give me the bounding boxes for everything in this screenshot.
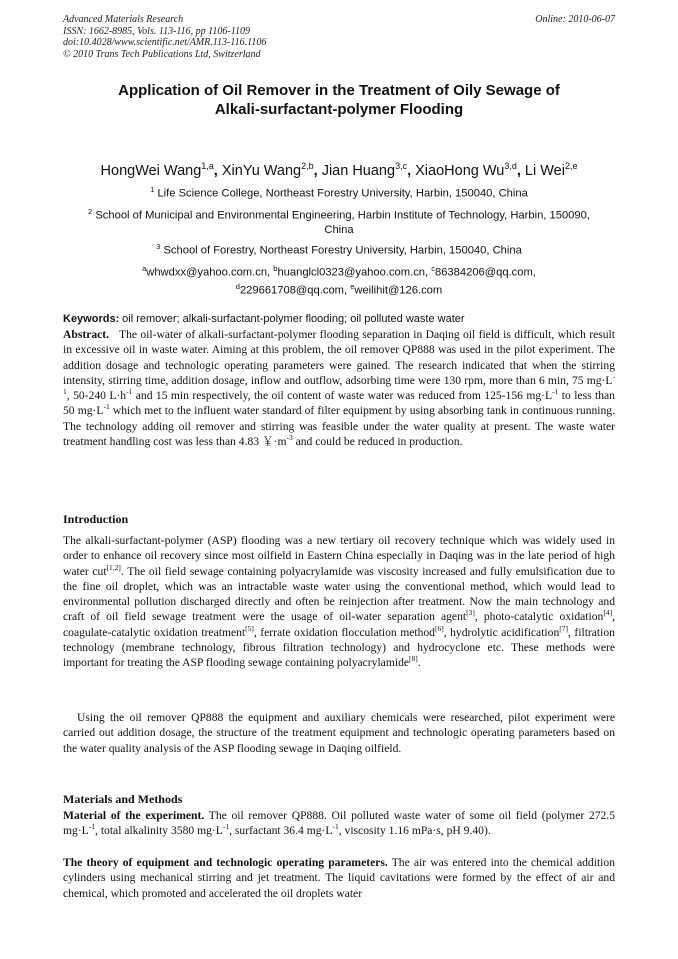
affiliation-text: Life Science College, Northeast Forestry University, Harbin, 150040, China — [157, 187, 528, 200]
body-text: The alkali-surfactant-polymer (ASP) flooding was a new tertiary oil recovery technique which was widely used in order to enhance oil recovery since most oilfield in Eastern China especially in Daqing was in the late period of high water cut — [63, 534, 615, 578]
methods-heading: Materials and Methods — [63, 792, 183, 806]
doi-line: doi:10.4028/www.scientific.net/AMR.113-116.1106 — [63, 37, 267, 48]
superscript: -1 — [88, 822, 96, 832]
email-list: $^a$whwdxx@yahoo.com.cn, $^b$huanglcl0323@yahoo.com.cn, $^c$86384206@qq.com, $^d$229661708@qq.com, $^e$weilihit@126.com — [142, 264, 536, 297]
author-sup: 1,a — [201, 161, 214, 171]
keywords-text: oil remover; alkali-surfactant-polymer flooding; oil polluted waste water — [122, 313, 465, 325]
affiliation-number: 3 — [156, 242, 161, 251]
journal-name: Advanced Materials Research — [63, 14, 184, 25]
body-text: The oil remover QP888. Oil polluted waste water of some oil field (polymer 272.5 mg·L — [63, 809, 615, 838]
citation: [3] — [466, 608, 475, 618]
superscript: -1 — [126, 387, 133, 397]
affiliation-text: School of Municipal and Environmental Engineering, Harbin Institute of Technology, Harbin, 150090, China — [95, 209, 590, 236]
methods-paragraph-1 — [63, 808, 615, 839]
body-text: , hydrolytic acidification — [443, 625, 560, 639]
abstract-text: which met to the influent water standard of filter equipment by using absorbing tank in continuous running. The technology adding oil remover and stirring was feasible under the water quality at present. The waste water treatment handling cost was less than 4.83 ￥·m — [63, 404, 615, 449]
body-text: , ferrate oxidation flocculation method — [253, 625, 435, 639]
author-sup: 3,d — [504, 161, 517, 171]
citation: [6] — [434, 623, 444, 633]
body-text: , viscosity 1.16 mPa·s, pH 9.40). — [338, 824, 491, 838]
introduction-paragraph-1 — [63, 533, 615, 671]
abstract-text: , 50-240 L·h — [66, 389, 127, 403]
title-line-1: Application of Oil Remover in the Treatment of Oily Sewage of — [118, 82, 560, 99]
keywords-line — [63, 311, 615, 327]
affiliation-number: 1 — [150, 185, 155, 194]
author-list: HongWei Wang$^{1,a}$, XinYu Wang$^{2,b}$, Jian Huang$^{3,c}$, XiaoHong Wu$^{3,d}$, Li Wei$^{2,e}$ — [100, 161, 578, 179]
citation: [7] — [559, 623, 568, 633]
abstract-text: and 15 min respectively, the oil content of waste water was reduced from 125-156 mg·L — [132, 389, 553, 403]
affiliation-number: 2 — [88, 207, 93, 216]
author-sup: 3,c — [395, 161, 408, 171]
citation: [5] — [245, 623, 254, 633]
affiliation-1 — [63, 183, 615, 201]
superscript: -1 — [222, 822, 230, 832]
online-date: Online: 2010-06-07 — [535, 14, 615, 25]
citation: [4] — [603, 608, 613, 618]
subsection-label: The theory of equipment and technologic operating parameters. — [63, 856, 388, 869]
superscript: -1 — [332, 822, 339, 832]
superscript: -1 — [63, 372, 615, 397]
abstract-text: and could be reduced in production. — [292, 435, 463, 449]
abstract-text: The oil-water of alkali-surfactant-polymer flooding separation in Daqing oil field is difficult, which result in excessive oil in waste water. Aiming at this problem, the oil remover QP888 was used in the pilot experiment. The addition dosage and technologic operating parameters were gained. The research indicated that when the stirring intensity, stirring time, addition dosage, inflow and outflow, adsorbing time were 130 rpm, more than 6 min, 75 mg·L — [63, 328, 616, 387]
author-name: Li Wei — [524, 162, 565, 179]
email-b[interactable]: huanglcl0323@yahoo.com.cn, — [277, 266, 429, 279]
subsection-label: Material of the experiment. — [63, 809, 205, 822]
citation: [8] — [409, 654, 418, 664]
body-text: , photo-catalytic oxidation — [474, 610, 604, 624]
superscript: -1 — [103, 402, 110, 412]
introduction-paragraph-2: Using the oil remover QP888 the equipment and auxiliary chemicals were researched, pilot experiment were carried out addition dosage, the structure of the treatment equipment and technologic operating parameters based on the water quality analysis of the ASP flooding sewage in Daqing oilfield. — [63, 711, 615, 755]
email-c[interactable]: 86384206@qq.com, — [434, 266, 536, 279]
issn-line: ISSN: 1662-8985, Vols. 113-116, pp 1106-1109 — [63, 25, 251, 37]
affiliation-text: School of Forestry, Northeast Forestry University, Harbin, 150040, China — [163, 244, 522, 257]
introduction-heading: Introduction — [63, 512, 129, 526]
body-text: The air was entered into the chemical addition cylinders using mechanical stirring and jet treatment. The liquid cavitations were formed by the effect of air and chemical, which promoted and accelerated the oil droplets water — [63, 856, 615, 900]
body-text: , total alkalinity 3580 mg·L — [95, 824, 223, 838]
email-a[interactable]: whwdxx@yahoo.com.cn, — [146, 266, 271, 279]
keywords-label: Keywords: — [63, 313, 120, 325]
author-sup: 2,b — [301, 161, 314, 171]
body-text: , surfactant 36.4 mg·L — [229, 824, 333, 838]
paper-title — [63, 81, 615, 119]
body-text: , coagulate-catalytic oxidation treatment — [63, 610, 615, 639]
abstract-paragraph — [63, 327, 615, 449]
methods-paragraph-2 — [63, 855, 615, 901]
copyright-line: © 2010 Trans Tech Publications Ltd, Switzerland — [63, 48, 261, 60]
affiliation-3 — [63, 240, 615, 258]
author-name: Jian Huang — [321, 162, 396, 179]
journal-header — [63, 14, 615, 60]
affiliation-2 — [75, 205, 603, 237]
email-d[interactable]: 229661708@qq.com, — [239, 284, 348, 297]
body-text: . The oil field sewage containing polyacrylamide was viscosity increased and fully emulsification due to the fine oil droplet, which was an intractable waste water using the conventional method, which would lead to environmental pollution discharged directly and often be reinjection after treatment. Now the main technology and craft of oil field sewage treatment were the usage of oil-water separation agent — [63, 564, 615, 624]
abstract-label: Abstract. — [63, 328, 110, 341]
author-name: XiaoHong Wu — [415, 162, 505, 179]
email-e[interactable]: weilihit@126.com — [354, 284, 443, 297]
body-text: , filtration technology (membrane technology, fibrous filtration technology) and hydrocyclone etc. These methods were important for treating the ASP flooding sewage containing polyacrylamide — [63, 625, 615, 670]
title-line-2: Alkali-surfactant-polymer Flooding — [214, 101, 464, 118]
abstract-text: to less than 50 mg·L — [63, 389, 615, 418]
citation: [1,2] — [106, 562, 121, 572]
superscript: -1 — [552, 387, 559, 397]
body-text: . — [417, 656, 421, 670]
author-sup: 2,e — [564, 161, 578, 171]
author-name: XinYu Wang — [221, 162, 302, 179]
author-name: HongWei Wang — [100, 162, 202, 179]
superscript: -3 — [286, 433, 293, 443]
